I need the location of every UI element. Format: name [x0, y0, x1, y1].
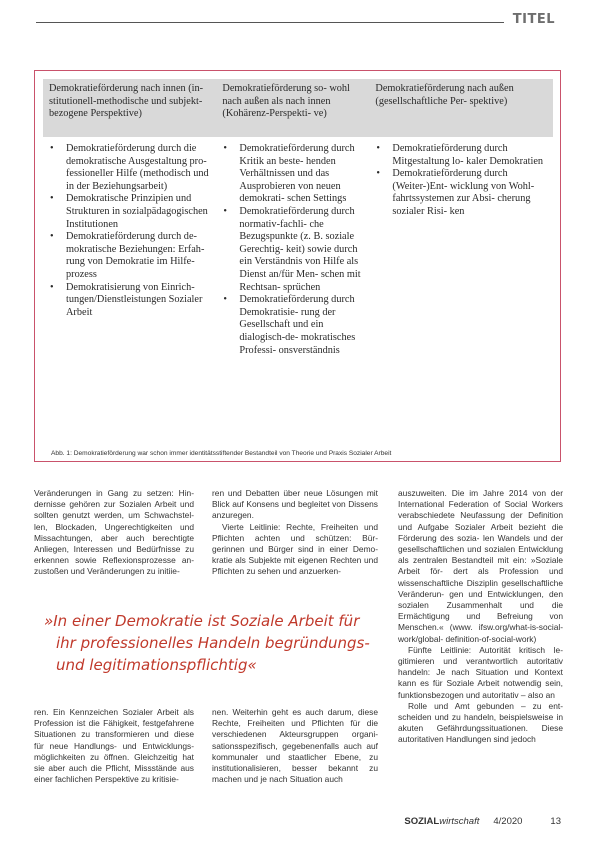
paragraph: ren. Ein Kennzeichen Sozialer Arbeit als Profession ist die Fähigkeit, festgefahrene Situationen zu transformieren und diese für neue Handlungs- und Entwicklungs- möglichkeiten zu öffnen. Gleichzeitig hat sie aber auch die Pflicht, Missstände aus einer fachlichen Perspektive zu kritisie- — [34, 707, 194, 785]
section-title: TITEL — [512, 12, 555, 27]
body-column-2-top — [212, 488, 378, 578]
table-header-row — [43, 79, 553, 137]
magazine-brand-bold: SOZIAL — [404, 816, 440, 827]
pull-quote — [44, 610, 374, 676]
body-column-1-top — [34, 488, 194, 578]
paragraph: Fünfte Leitlinie: Autorität kritisch le- gitimieren und verantwortlich autoritativ handeln: Je nach Situation und Kontext kann es für Soziale Arbeit notwendig sein, funktionsbezogen und autoritativ – also an — [398, 644, 563, 700]
bullet-list — [220, 143, 363, 357]
table-header-cell: Demokratieförderung nach innen (in- stitutionell-methodische und subjekt- bezogene Perspektive) — [43, 79, 216, 137]
list-item: • Demokratieförderung durch die demokratische Ausgestaltung pro- fessioneller Hilfe (methodisch und in der Beziehungsarbeit) — [47, 143, 210, 193]
table-header-cell: Demokratieförderung so- wohl nach außen als nach innen (Kohärenz-Perspekti- ve) — [216, 79, 369, 137]
paragraph: Vierte Leitlinie: Rechte, Freiheiten und Pflichten achten und schützen: Bür- gerinnen und Bürger sind in einer Demo- kratie als Subjekte mit eigenen Rechten und Pflichten zu sehen und anzuerken- — [212, 521, 378, 577]
figure-frame — [34, 70, 561, 462]
table-cell — [369, 137, 553, 363]
list-item: • Demokratieförderung durch normativ-fachli- che Bezugspunkte (z. B. soziale Gerechtig- keit) sowie durch ein Verständnis von Hilfe als Dienst an/für Men- schen mit Rechtsan- sprüchen — [220, 206, 363, 294]
page-number: 13 — [550, 816, 561, 827]
list-item: • Demokratieförderung durch Mitgestaltung lo- kaler Demokratien — [373, 143, 547, 168]
issue-number: 4/2020 — [493, 816, 523, 827]
paragraph: Veränderungen in Gang zu setzen: Hin- dernisse gehören zur Sozialen Arbeit und sollten genutzt werden, um Schwachstel- len, Blockaden, Ungerechtigkeiten und Missachtungen, aber auch berechtigte Anliegen, Interessen und Bedürfnisse zu erkennen sowie Reflexionsprozesse an- zustoßen und Veränderungen zu initiie- — [34, 488, 194, 577]
pull-quote-line: »In einer Demokratie ist Soziale Arbeit für — [44, 612, 360, 630]
body-column-2-bottom — [212, 707, 378, 785]
pull-quote-line: ihr professionelles Handeln begründungs- — [56, 634, 370, 652]
bullet-list — [47, 143, 210, 319]
page-footer — [404, 816, 561, 827]
magazine-brand-italic: wirtschaft — [439, 816, 480, 827]
body-column-1-bottom — [34, 707, 194, 785]
list-item: • Demokratieförderung durch Kritik an beste- henden Verhältnissen und das Ausprobieren von neuen demokrati- schen Settings — [220, 143, 363, 206]
figure-caption: Abb. 1: Demokratieförderung war schon immer identitätsstiftender Bestandteil von Theorie und Praxis Sozialer Arbeit — [51, 450, 392, 457]
list-item: • Demokratisierung von Einrich- tungen/Dienstleistungen Sozialer Arbeit — [47, 282, 210, 320]
table-row — [43, 137, 553, 363]
democracy-table — [43, 79, 553, 363]
list-item: • Demokratieförderung durch Demokratisie- rung der Gesellschaft und ein dialogisch-de- mokratisches Professi- onsverständnis — [220, 294, 363, 357]
bullet-list — [373, 143, 547, 219]
list-item: • Demokratieförderung durch (Weiter-)Ent- wicklung von Wohl- fahrtssystemen zur Absi- cherung sozialer Risi- ken — [373, 168, 547, 218]
list-item: • Demokratieförderung durch de- mokratische Beziehungen: Erfah- rung von Demokratie im Hilfe- prozess — [47, 231, 210, 281]
table-cell — [216, 137, 369, 363]
pull-quote-line: und legitimationspflichtig« — [56, 656, 257, 674]
paragraph: ren und Debatten über neue Lösungen mit Blick auf Konsens und begleitet von Dissens anzuregen. — [212, 488, 378, 521]
paragraph: Rolle und Amt gebunden – zu ent- scheiden und zu handeln, beispielsweise in akuten Gefährdungssituationen. Diese autoritativen Handlungen sind jedoch — [398, 700, 563, 745]
paragraph: nen. Weiterhin geht es auch darum, diese Rechte, Freiheiten und Pflichten für die verschiedenen Akteursgruppen organi- sationsspezifisch, gegebenenfalls auch auf kommunaler und staatlicher Ebene, zu institutionalisieren, besser bekannt zu machen und je nach Situation auch — [212, 707, 378, 785]
table-cell — [43, 137, 216, 363]
body-column-3 — [398, 488, 563, 746]
table-header-cell: Demokratieförderung nach außen (gesellschaftliche Per- spektive) — [369, 79, 553, 137]
paragraph: auszuweiten. Die im Jahre 2014 von der International Federation of Social Workers verabschiedete Neufassung der Definition und Aufgabe Sozialer Arbeit bezieht die Förderung des sozia- len Wandels und der gesellschaftlichen und sozialen Entwicklung als zentralen Bestandteil mit ein: »Soziale Arbeit för- dert als Profession und wissenschaftliche Disziplin gesellschaftliche Veränderun- gen und Entwicklungen, den sozialen Zusammenhalt und die Ermächtigung und Befreiung von Menschen.« (www. ifsw.org/what-is-social-work/global- definition-of-social-work) — [398, 488, 563, 644]
header-rule — [36, 22, 504, 23]
list-item: • Demokratische Prinzipien und Strukturen in sozialpädagogischen Institutionen — [47, 193, 210, 231]
